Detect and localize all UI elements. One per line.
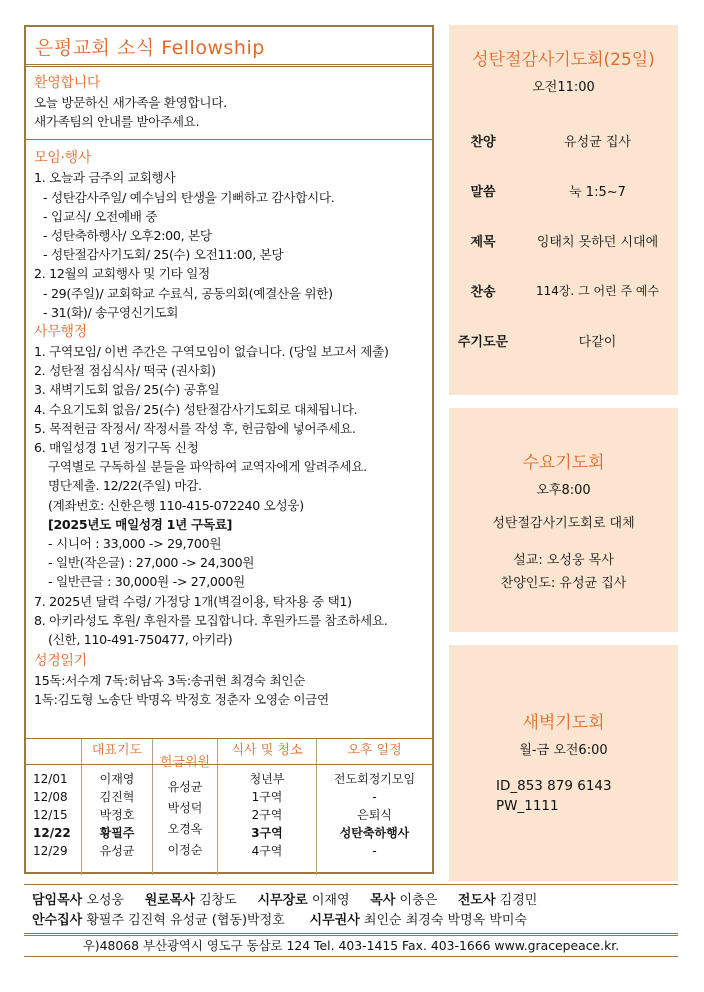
staff-name: 오성웅	[86, 893, 125, 908]
table-cell: 12/29	[33, 844, 68, 858]
staff-row	[24, 891, 678, 911]
bible-readers: 15독:서수계 7독:허남옥 3독:송귀현 최경숙 최인순	[34, 673, 306, 689]
office-heading: 사무행정	[34, 324, 87, 341]
table-header-cell: 오후 일정	[316, 739, 432, 764]
office-item: 6. 매일성경 1년 정기구독 신청	[34, 440, 199, 456]
staff-name: 김창도	[199, 893, 237, 908]
news-content	[26, 67, 432, 710]
subscription-price: - 시니어 : 33,000 -> 29,700원	[48, 536, 222, 552]
table-cell: 12/22	[33, 826, 71, 840]
office-subitem: 명단제출. 12/22(주일) 마감.	[48, 478, 202, 494]
table-cell: -	[372, 790, 377, 804]
office-item: 1. 구역모임/ 이번 주간은 구역모임이 없습니다. (당일 보고서 제출)	[34, 344, 389, 360]
office-subitem: (신한, 110-491-750477, 아키라)	[48, 632, 233, 648]
staff-name: 김경민	[499, 893, 538, 908]
service-row	[449, 265, 678, 315]
date-column	[26, 765, 81, 875]
staff-row	[24, 911, 678, 931]
bible-heading: 성경읽기	[34, 653, 87, 670]
service-row-value: 잉태치 못하던 시대에	[536, 234, 659, 250]
staff-name: 최인순 최경숙 박명옥 박미숙	[363, 913, 527, 928]
news-box	[24, 25, 434, 874]
staff-title: 목사	[370, 893, 396, 908]
staff-name: 황필주 김진혁 유성균 (협동)박정호	[86, 913, 285, 928]
welcome-line: 오늘 방문하신 새가족을 환영합니다.	[34, 95, 227, 110]
table-cell: 3구역	[251, 826, 283, 840]
table-cell: 이재영	[99, 772, 135, 786]
event-subitem: - 성탄절감사기도회/ 25(수) 오전11:00, 본당	[43, 247, 284, 263]
subscription-price: - 일반큰글 : 30,000원 -> 27,000원	[48, 574, 245, 590]
service-row	[449, 315, 678, 365]
schedule-table	[26, 738, 432, 872]
table-cell: 유성균	[99, 844, 135, 858]
table-cell: 12/01	[33, 772, 68, 786]
service-row-label: 말씀	[470, 184, 496, 200]
event-item: 1. 오늘과 금주의 교회행사	[34, 170, 176, 186]
meeting-id: ID_853 879 6143	[496, 778, 612, 794]
event-subitem: - 성탄감사주일/ 예수님의 탄생을 기뻐하고 감사합시다.	[43, 189, 335, 205]
table-cell: 유성균	[167, 780, 203, 794]
meeting-password: PW_1111	[496, 798, 559, 814]
subscription-price: - 일반(작은글) : 27,000 -> 24,300원	[48, 555, 255, 571]
wednesday-preacher: 설교: 오성웅 목사	[513, 553, 614, 568]
table-cell: 2구역	[251, 808, 283, 822]
table-header-cell	[26, 739, 81, 764]
service-row	[449, 215, 678, 265]
wednesday-title: 수요기도회	[522, 453, 605, 473]
service-row	[449, 115, 678, 165]
divider	[26, 139, 432, 140]
table-cell: 박성덕	[167, 801, 203, 815]
dawn-login	[449, 776, 678, 816]
table-header-cell: 헌금위원	[152, 739, 217, 764]
table-cell: -	[372, 844, 377, 858]
service-row-value: 유성균 집사	[564, 134, 631, 150]
service-row-value: 114장. 그 어린 주 예수	[535, 283, 660, 298]
table-cell: 이정순	[167, 843, 203, 857]
subscription-heading: [2025년도 매일성경 1년 구독료]	[48, 516, 233, 532]
wednesday-worship-leader: 찬양인도: 유성균 집사	[500, 576, 627, 591]
staff-title: 시무장로	[257, 893, 308, 908]
offering-column	[152, 765, 217, 875]
wednesday-time: 오후8:00	[536, 483, 591, 498]
office-item: 4. 수요기도회 없음/ 25(수) 성탄절감사기도회로 대체됩니다.	[34, 401, 358, 417]
office-item: 2. 성탄절 점심식사/ 떡국 (권사회)	[34, 363, 216, 379]
office-item: 5. 목적헌금 작정서/ 작정서를 작성 후, 헌금함에 넣어주세요.	[34, 420, 356, 436]
christmas-service-time: 오전11:00	[532, 80, 595, 95]
divider	[24, 884, 678, 885]
events-heading: 모임·행사	[34, 150, 92, 167]
welcome-heading: 환영합니다	[34, 75, 101, 91]
prayer-column	[81, 765, 152, 875]
office-item: 8. 아키라성도 후원/ 후원자를 모집합니다. 후원카드를 참조하세요.	[34, 612, 388, 628]
staff-title: 안수집사	[32, 913, 83, 928]
office-subitem: (계좌번호: 신한은행 110-415-072240 오성웅)	[48, 497, 304, 513]
table-cell: 은퇴식	[357, 808, 392, 822]
office-item: 3. 새벽기도회 없음/ 25(수) 공휴일	[34, 382, 220, 398]
table-cell: 전도회정기모임	[333, 772, 416, 786]
wednesday-note: 성탄절감사기도회로 대체	[492, 516, 635, 531]
table-header	[26, 739, 432, 770]
event-subitem: - 성탄축하행사/ 오후2:00, 본당	[43, 228, 212, 244]
table-header-cell: 대표기도	[81, 739, 152, 764]
event-item: 2. 12월의 교회행사 및 기타 일정	[34, 266, 210, 282]
office-item: 7. 2025년 달력 수령/ 가정당 1개(벽걸이용, 탁자용 중 택1)	[34, 593, 352, 609]
service-row-value: 다같이	[578, 334, 617, 350]
service-order	[449, 115, 678, 365]
meal-column	[217, 765, 316, 875]
staff-title: 시무권사	[309, 913, 360, 928]
table-cell: 오경옥	[167, 822, 203, 836]
service-row-label: 제목	[470, 234, 496, 250]
service-row-label: 주기도문	[457, 334, 509, 350]
service-row-label: 찬송	[470, 284, 496, 300]
staff-title: 담임목사	[32, 893, 83, 908]
table-cell: 1구역	[251, 790, 283, 804]
event-subitem: - 입교식/ 오전예배 중	[43, 208, 158, 224]
dawn-time: 월-금 오전6:00	[519, 743, 608, 758]
welcome-line: 새가족팀의 안내를 받아주세요.	[34, 114, 200, 130]
event-subitem: - 29(주일)/ 교회학교 수료식, 공동의회(예결산을 위한)	[43, 285, 333, 301]
event-subitem: - 31(화)/ 송구영신기도회	[43, 304, 179, 320]
bible-readers: 1독:김도형 노송단 박명옥 박정호 정춘자 오영순 이금연	[34, 692, 329, 708]
service-row-value: 눅 1:5~7	[569, 184, 626, 200]
dawn-service-panel	[449, 645, 678, 881]
table-cell: 12/08	[33, 790, 68, 804]
table-cell: 황필주	[99, 826, 135, 840]
christmas-service-panel	[449, 25, 678, 395]
staff-name: 이재영	[311, 893, 350, 908]
table-cell: 성탄축하행사	[339, 826, 410, 840]
table-body	[26, 765, 432, 875]
wednesday-service-panel	[449, 408, 678, 632]
table-header-cell: 식사 및 청소	[217, 739, 316, 764]
christmas-service-title: 성탄절감사기도회(25일)	[472, 50, 655, 70]
office-subitem: 구역별로 구독하실 분들을 파악하여 교역자에게 알려주세요.	[48, 459, 367, 475]
dawn-title: 새벽기도회	[522, 713, 605, 733]
table-cell: 청년부	[249, 772, 285, 786]
staff-title: 원로목사	[144, 893, 195, 908]
staff-name: 이충은	[399, 893, 438, 908]
table-cell: 김진혁	[99, 790, 135, 804]
table-cell: 12/15	[33, 808, 68, 822]
footer	[24, 884, 678, 957]
afternoon-column	[316, 765, 432, 875]
divider	[24, 956, 678, 957]
service-row	[449, 165, 678, 215]
service-row-label: 찬양	[470, 134, 496, 150]
church-address: 우)48068 부산광역시 영도구 동삼로 124 Tel. 403-1415 Fax. 403-1666 www.gracepeace.kr.	[82, 938, 620, 953]
staff-title: 전도사	[457, 893, 496, 908]
table-cell: 4구역	[251, 844, 283, 858]
table-cell: 박정호	[99, 808, 135, 822]
page-title: 은평교회 소식 Fellowship	[26, 27, 432, 67]
